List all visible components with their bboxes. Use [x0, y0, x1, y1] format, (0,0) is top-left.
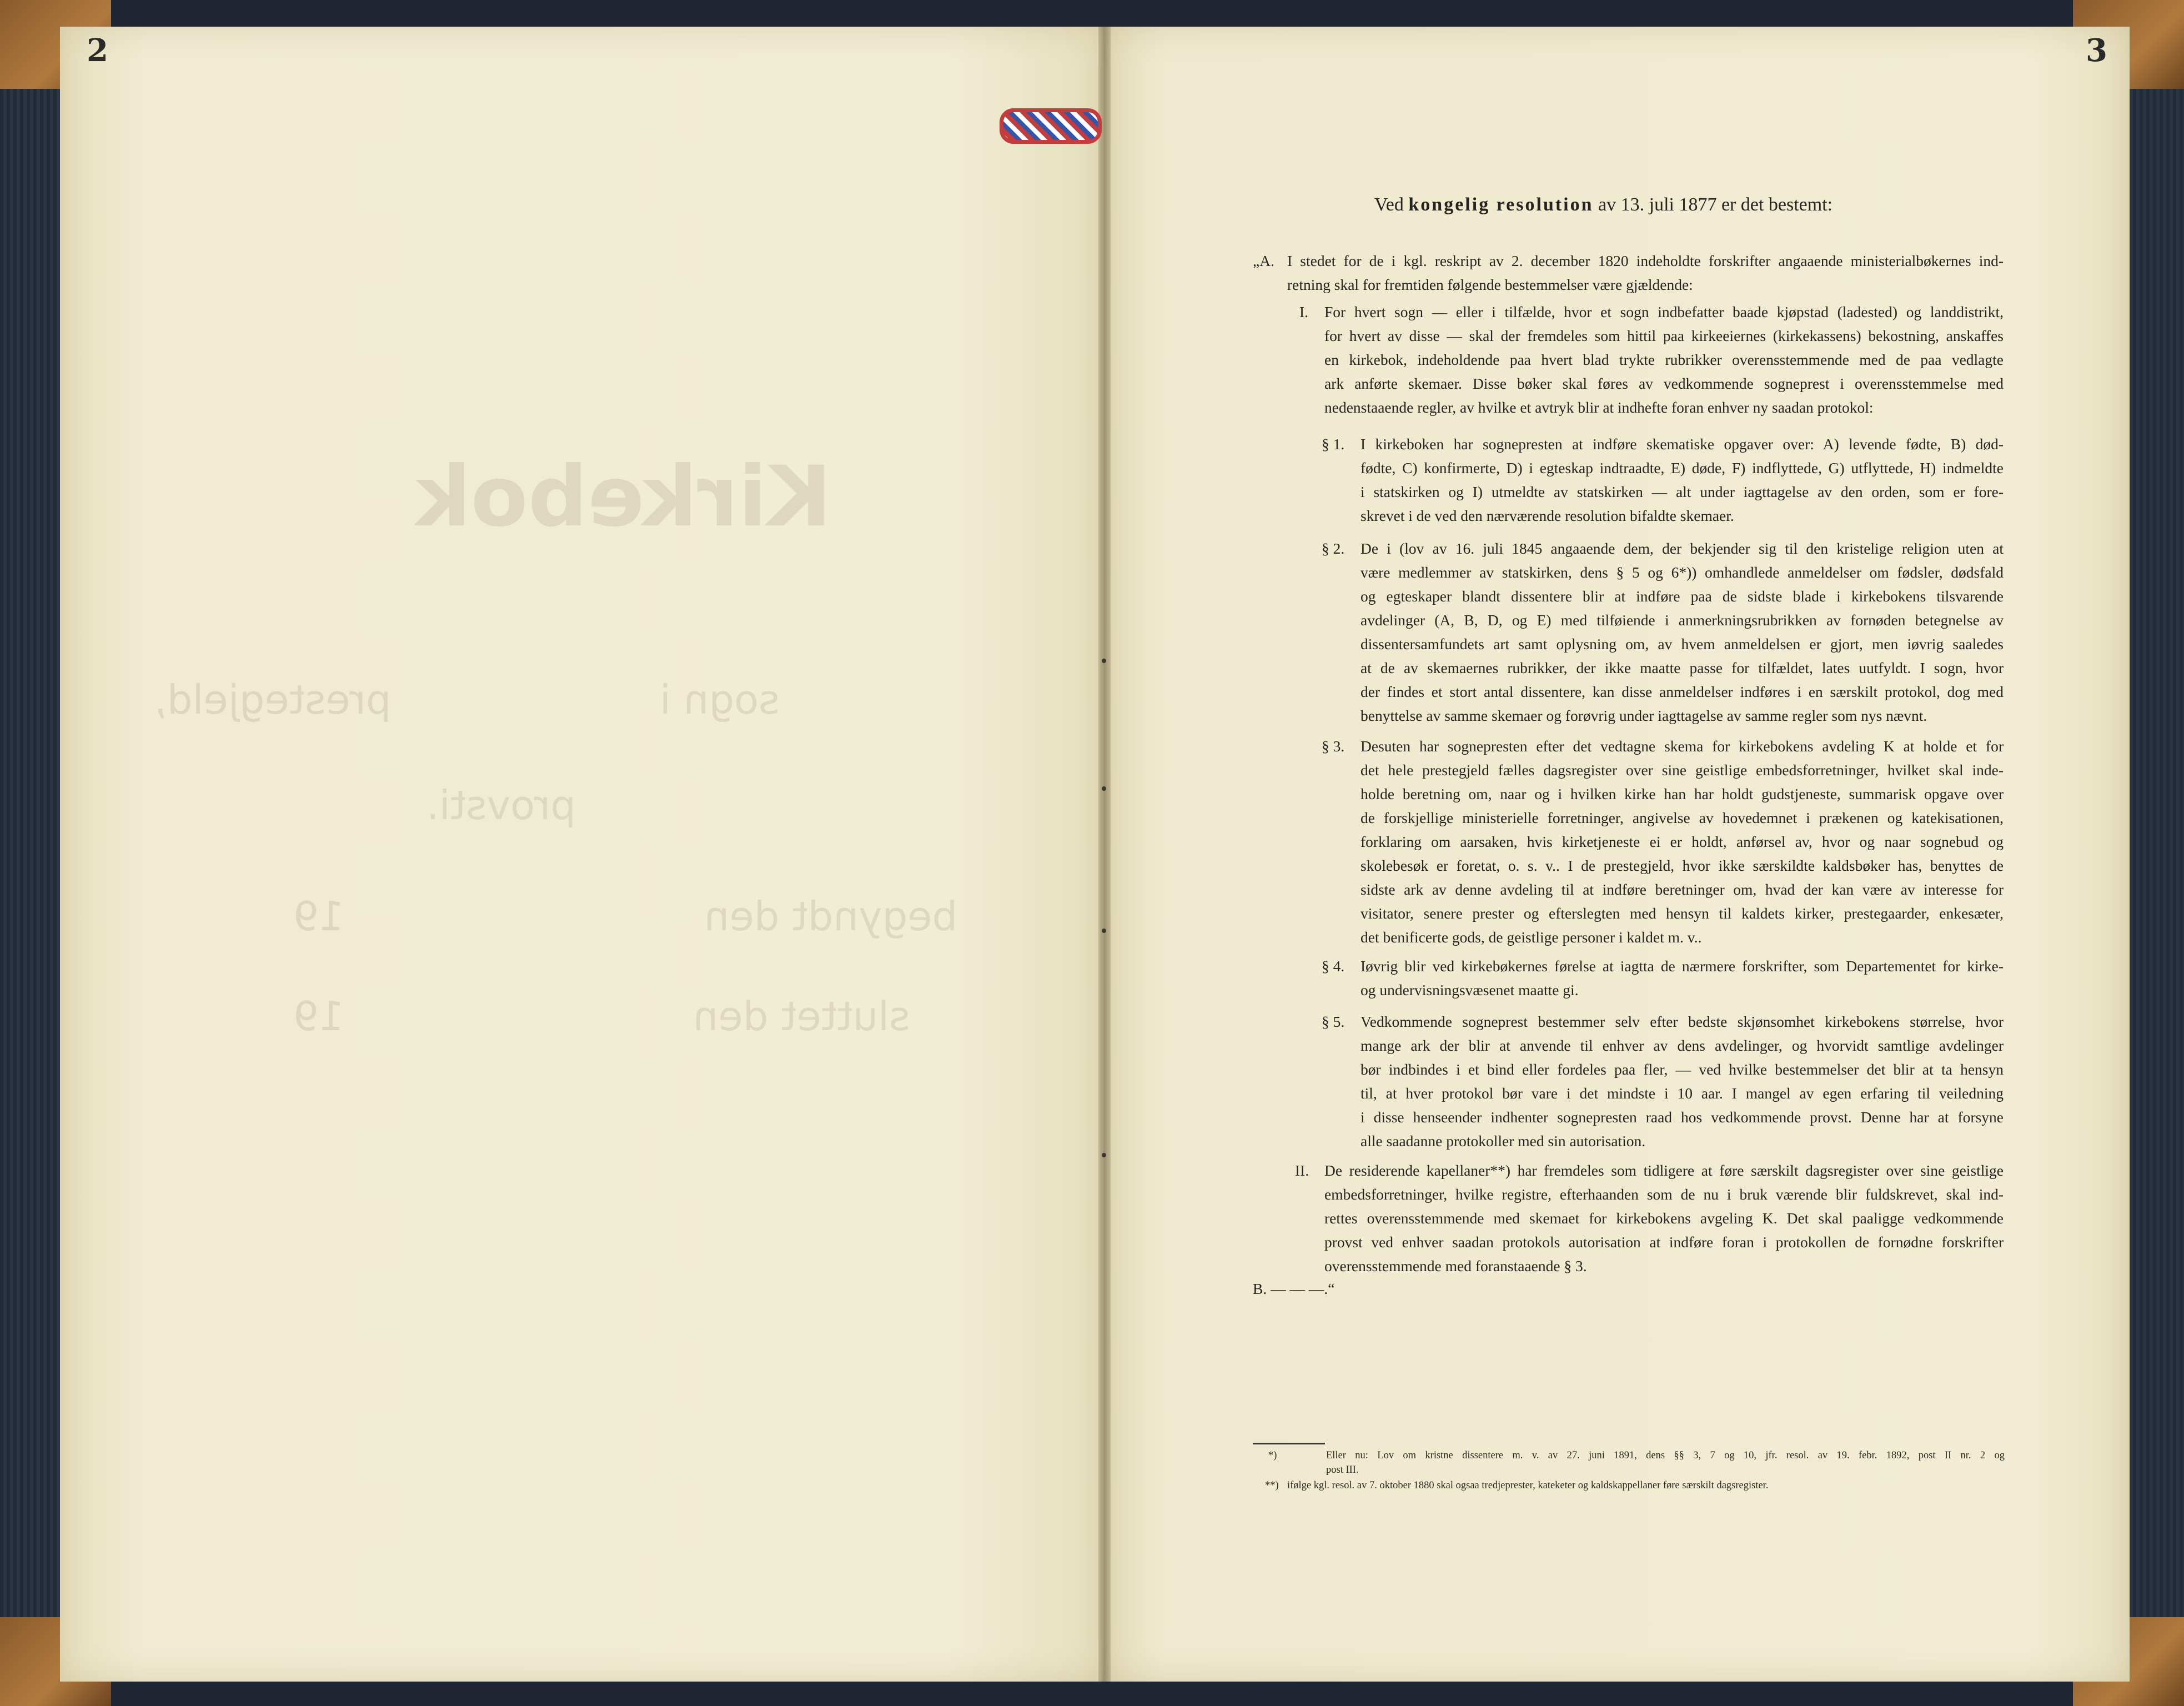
- text-line: sidste ark av denne avdeling til at indføre beretninger om, hvad der kan være av interesse for: [1360, 881, 2004, 898]
- text-line: embedsforretninger, hvilke registre, efterhaanden som de nu i bruk værende blir fuldskrevet, skal ind-: [1324, 1186, 2004, 1203]
- section-i-text: [1324, 300, 2004, 419]
- faint-line-6: sluttet den: [693, 993, 910, 1040]
- faint-title-show-through: Kirkebok: [415, 449, 832, 545]
- book-gutter: [1098, 27, 1111, 1682]
- faint-line-3: provsti.: [426, 782, 576, 829]
- text-line: ark anførte skemaer. Disse bøker skal føres av vedkommende sogneprest i overensstemmelse med: [1324, 375, 2004, 392]
- text-line: De i (lov av 16. juli 1845 angaaende dem, der bekjender sig til den kristelige religion uten at: [1360, 540, 2004, 557]
- text-line: en kirkebok, indeholdende paa hvert blad trykte rubrikker overensstemmende med de paa vedlagte: [1324, 351, 2004, 368]
- text-line: overensstemmende med foranstaaende § 3.: [1324, 1257, 1587, 1275]
- text-line: der findes et stort antal dissentere, kan disse anmeldelser indføres i en særskilt protokol, dog med: [1360, 683, 2004, 700]
- text-line: det benificerte gods, de geistlige personer i kaldet m. v..: [1360, 929, 1702, 946]
- faint-line-1: sogn i: [660, 676, 780, 723]
- text-line: Vedkommende sogneprest bestemmer selv efter bedste skjønsomhet kirkebokens størrelse, hvor: [1360, 1013, 2004, 1030]
- text-line: til, at hver protokol bør vare i det mindste i 10 aar. I mangel av egen erfaring til veiledning: [1360, 1085, 2004, 1102]
- paragraph-2-text: [1360, 536, 2004, 727]
- text-line: post III.: [1326, 1464, 1359, 1476]
- heading-post: av 13. juli 1877 er det bestemt:: [1598, 194, 1833, 215]
- section-ii-text: [1324, 1158, 2004, 1278]
- faint-line-5: 19: [293, 893, 344, 940]
- text-line: provst ved enhver saadan protokols autorisation at indføre foran i protokollen de fornødne forskrifter: [1324, 1233, 2004, 1251]
- text-line: skolebesøk er foretat, o. s. v.. I de prestegjeld, hvor ikke særskildte kaldsbøker has, benyttes de: [1360, 857, 2004, 874]
- text-line: holde beretning om, naar og i hvilken kirke han har holdt gudstjeneste, summarisk opgave over: [1360, 785, 2004, 802]
- text-line: at de av skemaernes rubrikker, der ikke maatte passe for tilfældet, lates uutfyldt. I sogn, hvor: [1360, 659, 2004, 676]
- paragraph-1-text: [1360, 432, 2004, 528]
- text-line: rettes overensstemmende med skemaet for kirkebokens avgeling K. Det skal paaligge vedkommende: [1324, 1210, 2004, 1227]
- text-line: forklaring om aarsaken, hvis kirketjeneste ei er holdt, anførsel av, hvor og naar sognebud og: [1360, 833, 2004, 850]
- binding-stitch: [1102, 659, 1106, 663]
- faint-line-7: 19: [293, 993, 344, 1040]
- text-line: nedenstaaende regler, av hvilke et avtryk blir at indhefte foran enhver ny saadan protokol:: [1324, 399, 1874, 416]
- text-line: Desuten har sognepresten efter det vedtagne skema for kirkebokens avdeling K at holde et for: [1360, 737, 2004, 755]
- right-page-number: 3: [2086, 32, 2107, 69]
- paragraph-4-label: § 4.: [1322, 957, 1345, 975]
- text-line: og undervisningsvæsenet maatte gi.: [1360, 981, 1579, 998]
- left-page-number: 2: [87, 32, 108, 69]
- binding-stitch: [1102, 929, 1106, 933]
- left-page: [60, 27, 1104, 1682]
- text-line: i disse henseender indhenter sognepresten raad hos vedkommende provst. Denne har at forsyne: [1360, 1108, 2004, 1126]
- paragraph-4-text: [1360, 954, 2004, 1002]
- text-line: De residerende kapellaner**) har fremdeles som tidligere at føre særskilt dagsregister over sine geistlige: [1324, 1162, 2004, 1179]
- paragraph-3-label: § 3.: [1322, 737, 1345, 755]
- section-a-text: [1287, 249, 2004, 297]
- footnote-1-text: [1326, 1448, 2005, 1477]
- footnote-1-label: *): [1268, 1450, 1277, 1461]
- text-line: det hele prestegjeld fælles dagsregister over sine geistlige embedsforretninger, hvilket skal inde-: [1360, 761, 2004, 779]
- bookmark-ribbon: [1000, 108, 1102, 144]
- paragraph-1-label: § 1.: [1322, 435, 1345, 453]
- footnote-2-text: ifølge kgl. resol. av 7. oktober 1880 skal ogsaa tredjeprester, kateketer og kaldskappellaner føre særskilt dagsregister.: [1287, 1480, 1769, 1491]
- section-ii-label: II.: [1295, 1162, 1309, 1179]
- heading-pre: Ved: [1374, 194, 1404, 215]
- text-line: avdelinger (A, B, D, og E) med tilføiende i anmerkningsrubrikken av fornøden betegnelse av: [1360, 611, 2004, 629]
- text-line: være medlemmer av statskirken, dens § 5 og 6*)) omhandlede anmeldelser om fødsler, dødsfald: [1360, 564, 2004, 581]
- heading-bold: kongelig resolution: [1408, 194, 1594, 215]
- text-line: Eller nu: Lov om kristne dissentere m. v. av 27. juni 1891, dens §§ 3, 7 og 10, jfr. resol. av 19. febr. 1892, post II nr. 2 og: [1326, 1450, 2005, 1461]
- binding-stitch: [1102, 786, 1106, 791]
- text-line: retning skal for fremtiden følgende bestemmelser være gjældende:: [1287, 276, 1693, 293]
- text-line: skrevet i de ved den nærværende resolution bifaldte skemaer.: [1360, 507, 1734, 524]
- section-a-label: „A.: [1253, 252, 1274, 269]
- text-line: alle saadanne protokoller med sin autorisation.: [1360, 1132, 1646, 1150]
- text-line: Iøvrig blir ved kirkebøkernes førelse at iagtta de nærmere forskrifter, som Departementet for kirke-: [1360, 957, 2004, 975]
- section-b-line: B. — — —.“: [1253, 1280, 1335, 1297]
- section-i-label: I.: [1299, 303, 1309, 320]
- text-line: for hvert av disse — skal der fremdeles som hittil paa kirkeeiernes (kirkekassens) bekostning, anskaffes: [1324, 327, 2004, 344]
- footnote-2-label: **): [1265, 1480, 1279, 1491]
- text-line: og egteskaper blandt dissentere blir at indføre paa de sidste blade i kirkebokens tilsvarende: [1360, 588, 2004, 605]
- footnote-rule: [1253, 1443, 1325, 1444]
- text-line: visitator, senere prester og efterslegten med hensyn til kaldets kirker, prestegaarder, enkesæter,: [1360, 905, 2004, 922]
- text-line: mange ark der blir at anvende til enhver av dens avdelinger, og hvorvidt samtlige avdelinger: [1360, 1037, 2004, 1054]
- text-line: I stedet for de i kgl. reskript av 2. december 1820 indeholdte forskrifter angaaende ministerialbøkernes ind-: [1287, 252, 2004, 269]
- resolution-heading: [1374, 194, 1832, 215]
- paragraph-5-text: [1360, 1010, 2004, 1153]
- paragraph-2-label: § 2.: [1322, 540, 1345, 557]
- faint-line-4: begyndt den: [704, 893, 958, 940]
- text-line: I kirkeboken har sognepresten at indføre skematiske opgaver over: A) levende fødte, B) død-: [1360, 435, 2004, 453]
- paragraph-3-text: [1360, 734, 2004, 949]
- text-line: benyttelse av samme skemaer og forøvrig under iagttagelse av samme regler som nys nævnt.: [1360, 707, 1927, 724]
- text-line: For hvert sogn — eller i tilfælde, hvor et sogn indbefatter baade kjøpstad (ladested) og landdistrikt,: [1324, 303, 2004, 320]
- text-line: fødte, C) konfirmerte, D) i egteskap indtraadte, E) døde, F) indflyttede, G) utflyttede, H) indmeldte: [1360, 459, 2004, 476]
- text-line: dissentersamfundets art samt oplysning om, av hvem anmeldelsen er gjort, men iøvrig saaledes: [1360, 635, 2004, 653]
- paragraph-5-label: § 5.: [1322, 1013, 1345, 1030]
- text-line: i statskirken og I) utmeldte av statskirken — alt under iagttagelse av den orden, som er fore-: [1360, 483, 2004, 500]
- faint-line-2: prestegjeld,: [154, 676, 391, 723]
- text-line: bør indbindes i et bind eller fordeles paa fler, — ved hvilke bestemmelser det blir at ta hensyn: [1360, 1061, 2004, 1078]
- binding-stitch: [1102, 1153, 1106, 1157]
- text-line: de forskjellige ministerielle forretninger, angivelse av hovedemnet i prækenen og katekisationen,: [1360, 809, 2004, 826]
